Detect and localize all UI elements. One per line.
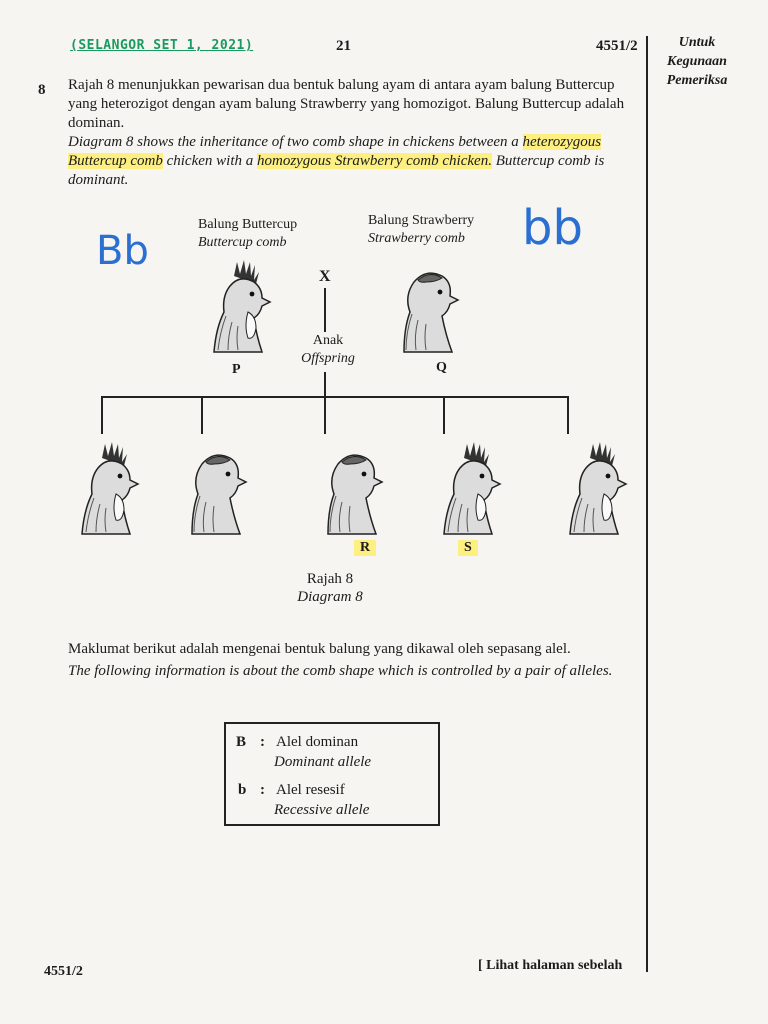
offspring-chicken-5-buttercup <box>560 438 632 538</box>
branch-3 <box>324 396 326 434</box>
offspring-chicken-s-buttercup <box>434 438 506 538</box>
english-intro: Diagram 8 shows the inheritance of two comb shape in chickens between a <box>68 134 519 150</box>
parent-p-chicken-image <box>204 256 276 356</box>
parent-p-label <box>198 216 297 252</box>
info-english: The following information is about the comb shape which is controlled by a pair of alleles. <box>68 663 613 679</box>
branch-4 <box>443 396 445 434</box>
parent-p-english: Buttercup comb <box>198 235 287 250</box>
parent-q-chicken-image <box>390 256 462 356</box>
english-end: Buttercup comb is dominant. <box>68 153 605 188</box>
margin-title-line-1: Untuk <box>678 35 716 50</box>
dominant-english: Dominant allele <box>274 754 372 770</box>
handwritten-source-tag: (SELANGOR SET 1, 2021) <box>70 38 254 53</box>
offspring-chicken-1-buttercup <box>72 438 144 538</box>
branch-1 <box>101 396 103 434</box>
offspring-malay: Anak <box>312 333 344 348</box>
highlight-heterozygous: heterozygous Buttercup comb <box>68 134 602 169</box>
cross-line-top <box>324 288 326 332</box>
diagram-caption <box>290 570 370 606</box>
handwritten-genotype-q: bb <box>522 200 583 256</box>
recessive-separator: : <box>260 782 265 798</box>
page-number: 21 <box>336 38 351 54</box>
info-malay: Maklumat berikut adalah mengenai bentuk balung yang dikawal oleh sepasang alel. <box>68 641 571 657</box>
label-q: Q <box>436 360 447 375</box>
recessive-english: Recessive allele <box>274 802 370 818</box>
offspring-label <box>296 332 360 368</box>
header-paper-code: 4551/2 <box>596 38 638 54</box>
label-p: P <box>232 362 241 377</box>
dominant-symbol: B <box>236 734 247 750</box>
question-malay-text: Rajah 8 menunjukkan pewarisan dua bentuk balung ayam di antara ayam balung Buttercup yang heterozigot dengan ayam balung Strawberry yang homozigot. Balung Buttercup adalah dominan. <box>68 77 625 131</box>
examiner-margin-line <box>646 36 648 972</box>
parent-q-english: Strawberry comb <box>368 231 465 246</box>
footer-next-page: [ Lihat halaman sebelah <box>478 958 623 973</box>
recessive-symbol: b <box>238 782 247 798</box>
parent-q-malay: Balung Strawberry <box>368 213 475 228</box>
offspring-chicken-r-strawberry <box>314 438 386 538</box>
parent-q-label <box>368 212 474 248</box>
offspring-english: Offspring <box>301 351 355 366</box>
cross-symbol: X <box>319 268 331 285</box>
dominant-separator: : <box>260 734 265 750</box>
branch-5 <box>567 396 569 434</box>
question-number: 8 <box>38 82 46 98</box>
margin-title-line-3: Pemeriksa <box>666 73 728 88</box>
caption-malay: Rajah 8 <box>306 571 354 587</box>
dominant-malay: Alel dominan <box>276 734 359 750</box>
parent-p-malay: Balung Buttercup <box>198 217 298 232</box>
examiner-margin-title <box>656 33 738 90</box>
question-english-text <box>68 133 640 190</box>
footer-paper-code: 4551/2 <box>44 964 83 979</box>
cross-line-bottom <box>324 372 326 398</box>
offspring-bar <box>101 396 569 398</box>
caption-english: Diagram 8 <box>297 589 363 605</box>
handwritten-genotype-p: Bb <box>96 228 149 274</box>
label-r: R <box>354 540 376 556</box>
highlight-homozygous: homozygous Strawberry comb chicken. <box>256 153 492 169</box>
branch-2 <box>201 396 203 434</box>
recessive-malay: Alel resesif <box>276 782 345 798</box>
english-mid: chicken with a <box>162 153 257 169</box>
offspring-chicken-2-strawberry <box>178 438 250 538</box>
margin-title-line-2: Kegunaan <box>667 54 727 69</box>
label-s: S <box>458 540 478 556</box>
allele-info-box <box>224 722 440 826</box>
